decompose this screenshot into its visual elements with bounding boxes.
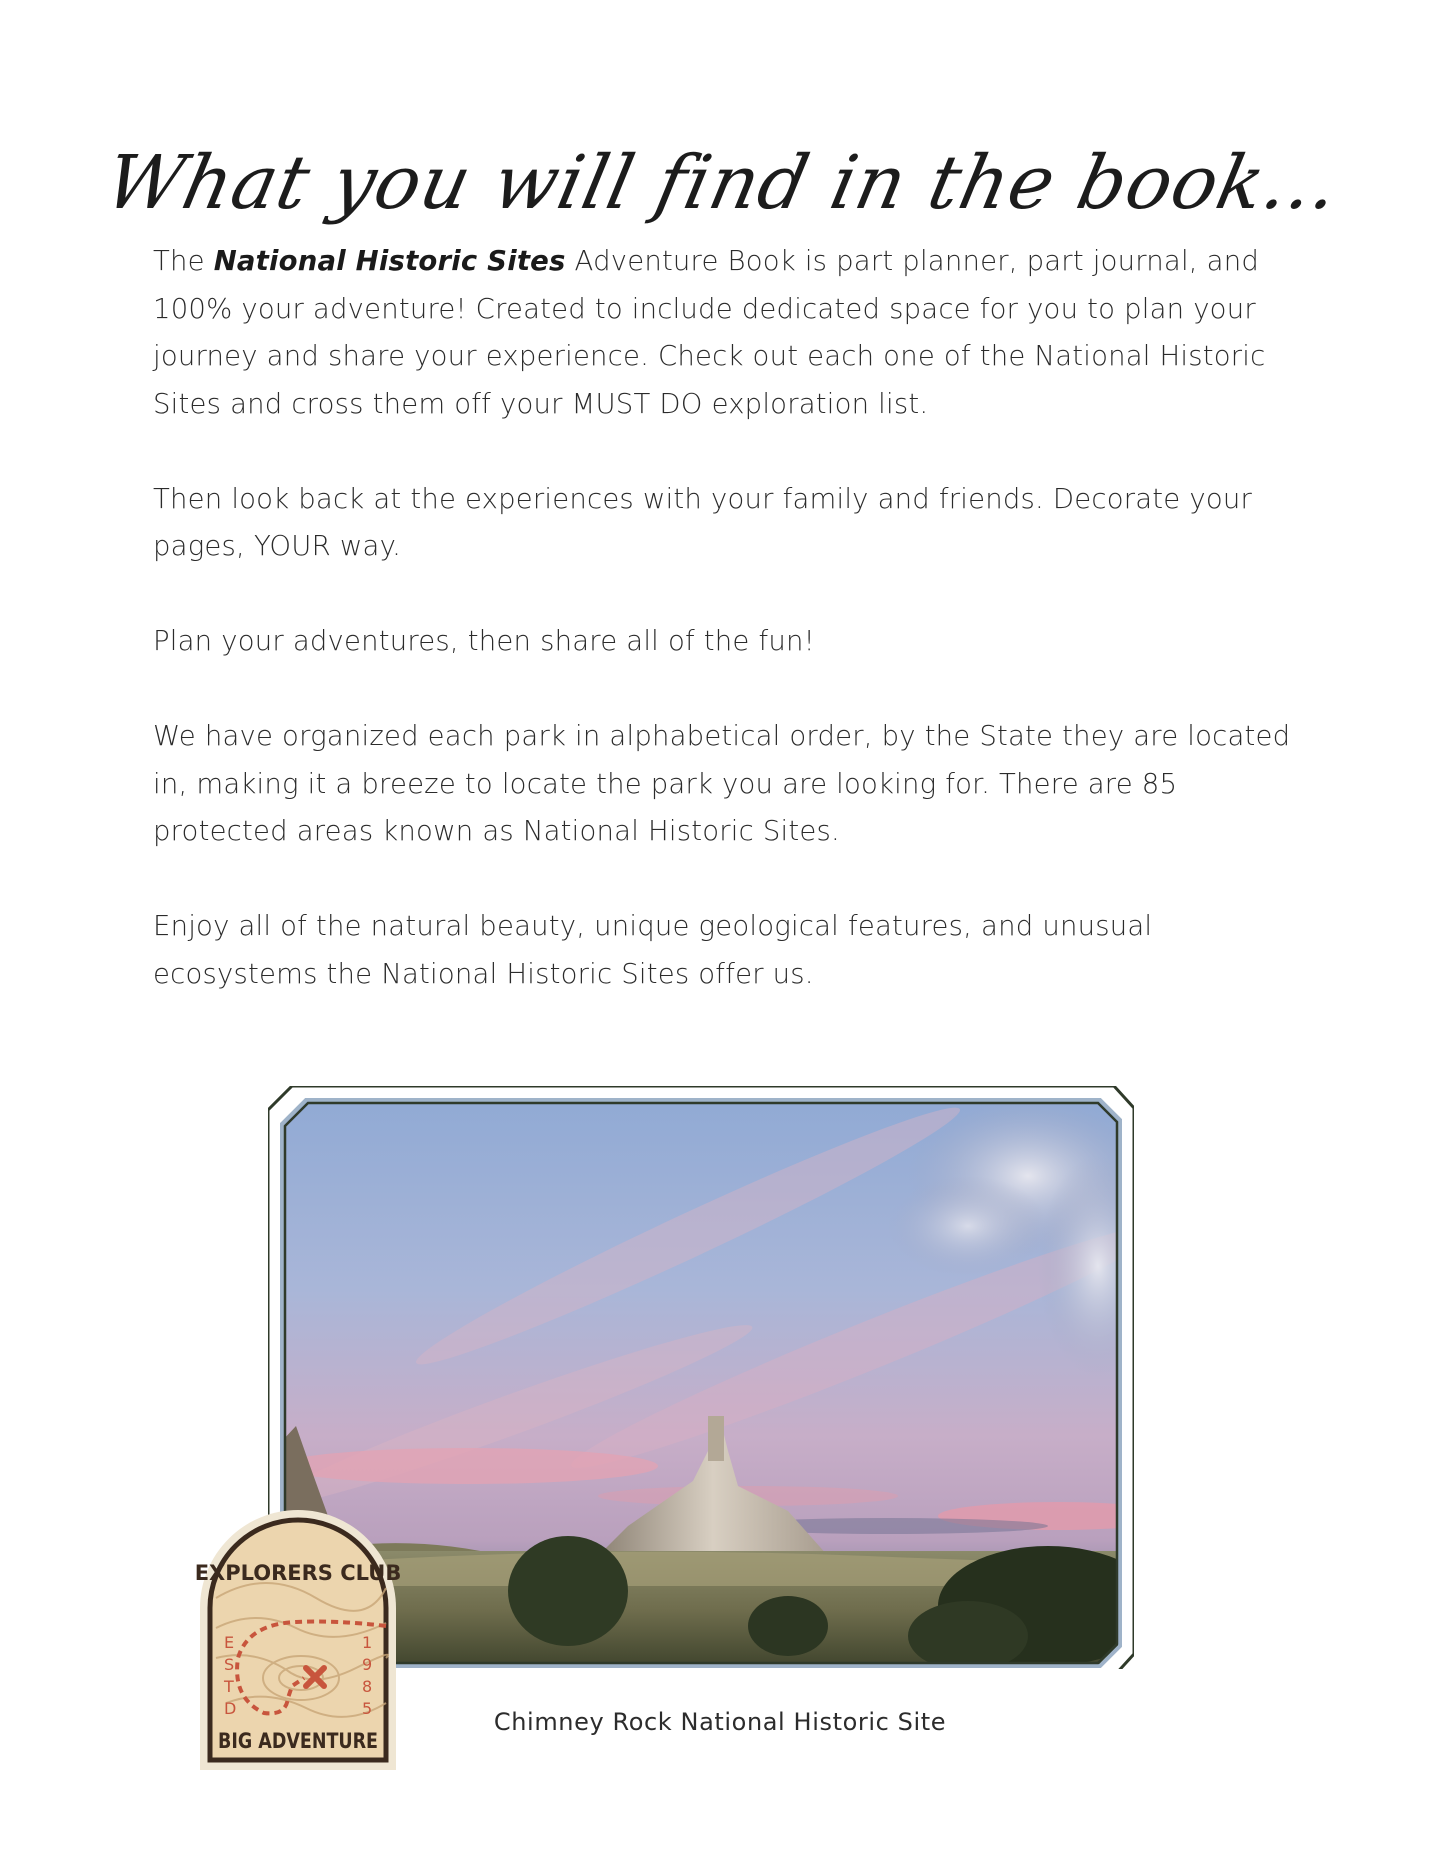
svg-text:9: 9	[362, 1655, 373, 1674]
svg-text:T: T	[224, 1677, 234, 1696]
paragraph-organized: We have organized each park in alphabetical order, by the State they are located in, making it a breeze to locate the park you are looking for. There are 85 protected areas known as National Historic Sites.	[153, 720, 1291, 847]
svg-text:5: 5	[362, 1699, 373, 1718]
paragraph-enjoy: Enjoy all of the natural beauty, unique geological features, and unusual ecosystems the National Historic Sites offer us.	[153, 910, 1153, 990]
svg-text:D: D	[224, 1699, 237, 1718]
badge-title: EXPLORERS CLUB	[196, 1561, 400, 1585]
emphasis-national-historic-sites: National Historic Sites	[213, 245, 566, 277]
intro-text	[153, 238, 1313, 1046]
svg-text:E: E	[224, 1633, 235, 1652]
page-title: What you will find in the book...	[98, 140, 1347, 226]
svg-text:BIG ADVENTURE: BIG ADVENTURE	[218, 1729, 378, 1753]
explorers-club-badge	[196, 1508, 400, 1772]
paragraph-look-back: Then look back at the experiences with your family and friends. Decorate your pages, YOUR way.	[153, 482, 1252, 562]
svg-text:S: S	[224, 1655, 235, 1674]
paragraph-intro: The National Historic Sites Adventure Book is part planner, part journal, and 100% your adventure! Created to include dedicated space for you to plan your journey and share your experience. Check out each one of the National Historic Sites and cross them off your MUST DO exploration list.	[153, 245, 1266, 420]
photo-caption: Chimney Rock National Historic Site	[493, 1708, 947, 1736]
svg-text:1: 1	[362, 1633, 373, 1652]
svg-text:8: 8	[362, 1677, 373, 1696]
paragraph-plan: Plan your adventures, then share all of the fun!	[153, 625, 815, 657]
